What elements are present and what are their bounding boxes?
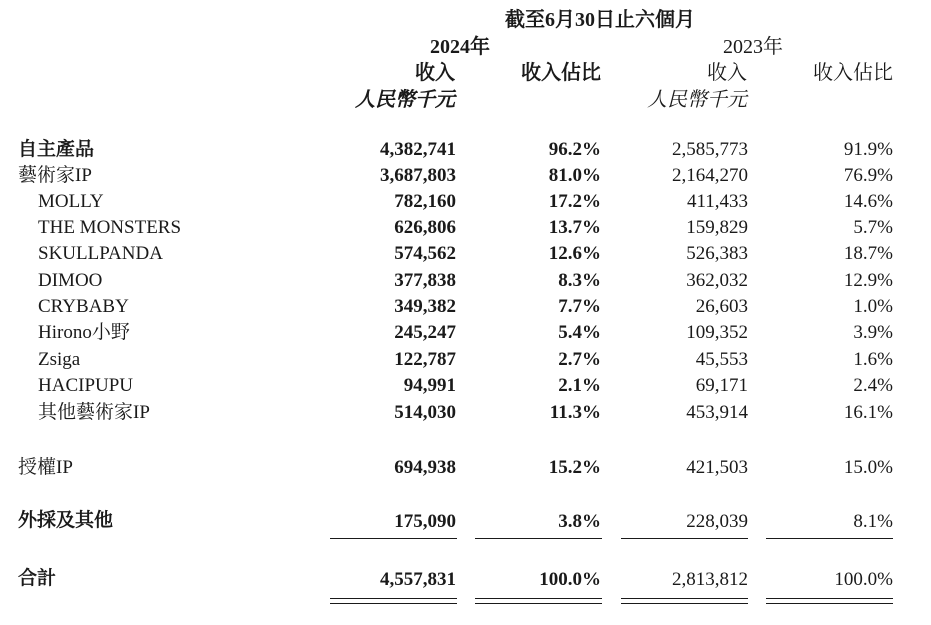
revenue-2023: 228,039 xyxy=(686,511,748,532)
row-label: SKULLPANDA xyxy=(38,243,163,264)
revenue-2024: 94,991 xyxy=(403,375,456,396)
row-label: Hirono小野 xyxy=(38,322,130,343)
share-2023: 5.7% xyxy=(853,217,893,238)
row-label: 藝術家IP xyxy=(18,165,92,186)
share-2024: 8.3% xyxy=(558,270,601,291)
year-2024-header: 2024年 xyxy=(430,36,490,58)
share-2024: 3.8% xyxy=(558,511,601,532)
total-double-rule-2 xyxy=(475,598,602,604)
year-2023-header: 2023年 xyxy=(723,36,783,58)
share-2024: 7.7% xyxy=(558,296,601,317)
share-2023-header: 收入佔比 xyxy=(813,62,893,84)
share-2023: 8.1% xyxy=(853,511,893,532)
revenue-2023: 26,603 xyxy=(695,296,748,317)
total-double-rule-3 xyxy=(621,598,748,604)
revenue-2023: 362,032 xyxy=(686,270,748,291)
subtotal-rule-4 xyxy=(766,538,893,539)
revenue-2023: 2,164,270 xyxy=(672,165,748,186)
revenue-2023: 411,433 xyxy=(686,191,748,212)
share-2024: 17.2% xyxy=(548,191,601,212)
revenue-2024: 574,562 xyxy=(394,243,456,264)
row-label: 其他藝術家IP xyxy=(38,402,150,423)
share-2023: 1.0% xyxy=(853,296,893,317)
revenue-2024: 4,557,831 xyxy=(380,569,456,590)
revenue-2023: 109,352 xyxy=(686,322,748,343)
revenue-2023: 453,914 xyxy=(686,402,748,423)
share-2024: 12.6% xyxy=(548,243,601,264)
revenue-2024: 626,806 xyxy=(394,217,456,238)
share-2023: 15.0% xyxy=(843,457,893,478)
revenue-2024: 245,247 xyxy=(394,322,456,343)
revenue-2024: 514,030 xyxy=(394,402,456,423)
row-label: 合計 xyxy=(18,568,57,589)
revenue-2024: 694,938 xyxy=(394,457,456,478)
period-header: 截至6月30日止六個月 xyxy=(505,9,695,31)
revenue-2024: 122,787 xyxy=(394,349,456,370)
revenue-2024: 349,382 xyxy=(394,296,456,317)
share-2024: 13.7% xyxy=(548,217,601,238)
share-2023: 12.9% xyxy=(843,270,893,291)
row-label: HACIPUPU xyxy=(38,375,134,396)
share-2023: 18.7% xyxy=(843,243,893,264)
share-2024: 15.2% xyxy=(548,457,601,478)
share-2024: 96.2% xyxy=(548,139,601,160)
share-2024: 2.7% xyxy=(558,349,601,370)
revenue-2023: 526,383 xyxy=(686,243,748,264)
unit-2024-header: 人民幣千元 xyxy=(355,89,455,111)
revenue-2023: 2,585,773 xyxy=(672,139,748,160)
revenue-2023-header: 收入 xyxy=(707,62,747,84)
unit-2023-header: 人民幣千元 xyxy=(647,89,747,111)
revenue-2024: 175,090 xyxy=(394,511,456,532)
row-label: 授權IP xyxy=(18,457,73,478)
share-2024: 5.4% xyxy=(558,322,601,343)
revenue-2024: 3,687,803 xyxy=(380,165,456,186)
row-label: 自主產品 xyxy=(18,139,95,160)
total-double-rule-1 xyxy=(330,598,457,604)
revenue-2024: 377,838 xyxy=(394,270,456,291)
row-label: CRYBABY xyxy=(38,296,129,317)
share-2023: 1.6% xyxy=(853,349,893,370)
subtotal-rule-2 xyxy=(475,538,602,539)
revenue-2024: 782,160 xyxy=(394,191,456,212)
revenue-2024: 4,382,741 xyxy=(380,139,456,160)
revenue-2023: 159,829 xyxy=(686,217,748,238)
revenue-2023: 2,813,812 xyxy=(672,569,748,590)
total-double-rule-4 xyxy=(766,598,893,604)
revenue-2023: 421,503 xyxy=(686,457,748,478)
row-label: MOLLY xyxy=(38,191,104,212)
share-2024: 2.1% xyxy=(558,375,601,396)
share-2024: 100.0% xyxy=(539,569,601,590)
share-2023: 76.9% xyxy=(843,165,893,186)
revenue-2023: 69,171 xyxy=(695,375,748,396)
row-label: 外採及其他 xyxy=(18,510,114,531)
share-2023: 91.9% xyxy=(843,139,893,160)
row-label: DIMOO xyxy=(38,270,103,291)
revenue-2024-header: 收入 xyxy=(415,62,455,84)
subtotal-rule-1 xyxy=(330,538,457,539)
revenue-2023: 45,553 xyxy=(695,349,748,370)
subtotal-rule-3 xyxy=(621,538,748,539)
share-2023: 2.4% xyxy=(853,375,893,396)
row-label: THE MONSTERS xyxy=(38,217,182,238)
row-label: Zsiga xyxy=(38,349,81,370)
share-2023: 14.6% xyxy=(843,191,893,212)
share-2024: 11.3% xyxy=(549,402,601,423)
share-2023: 3.9% xyxy=(853,322,893,343)
share-2024: 81.0% xyxy=(548,165,601,186)
share-2023: 100.0% xyxy=(834,569,893,590)
share-2023: 16.1% xyxy=(843,402,893,423)
share-2024-header: 收入佔比 xyxy=(521,62,601,84)
